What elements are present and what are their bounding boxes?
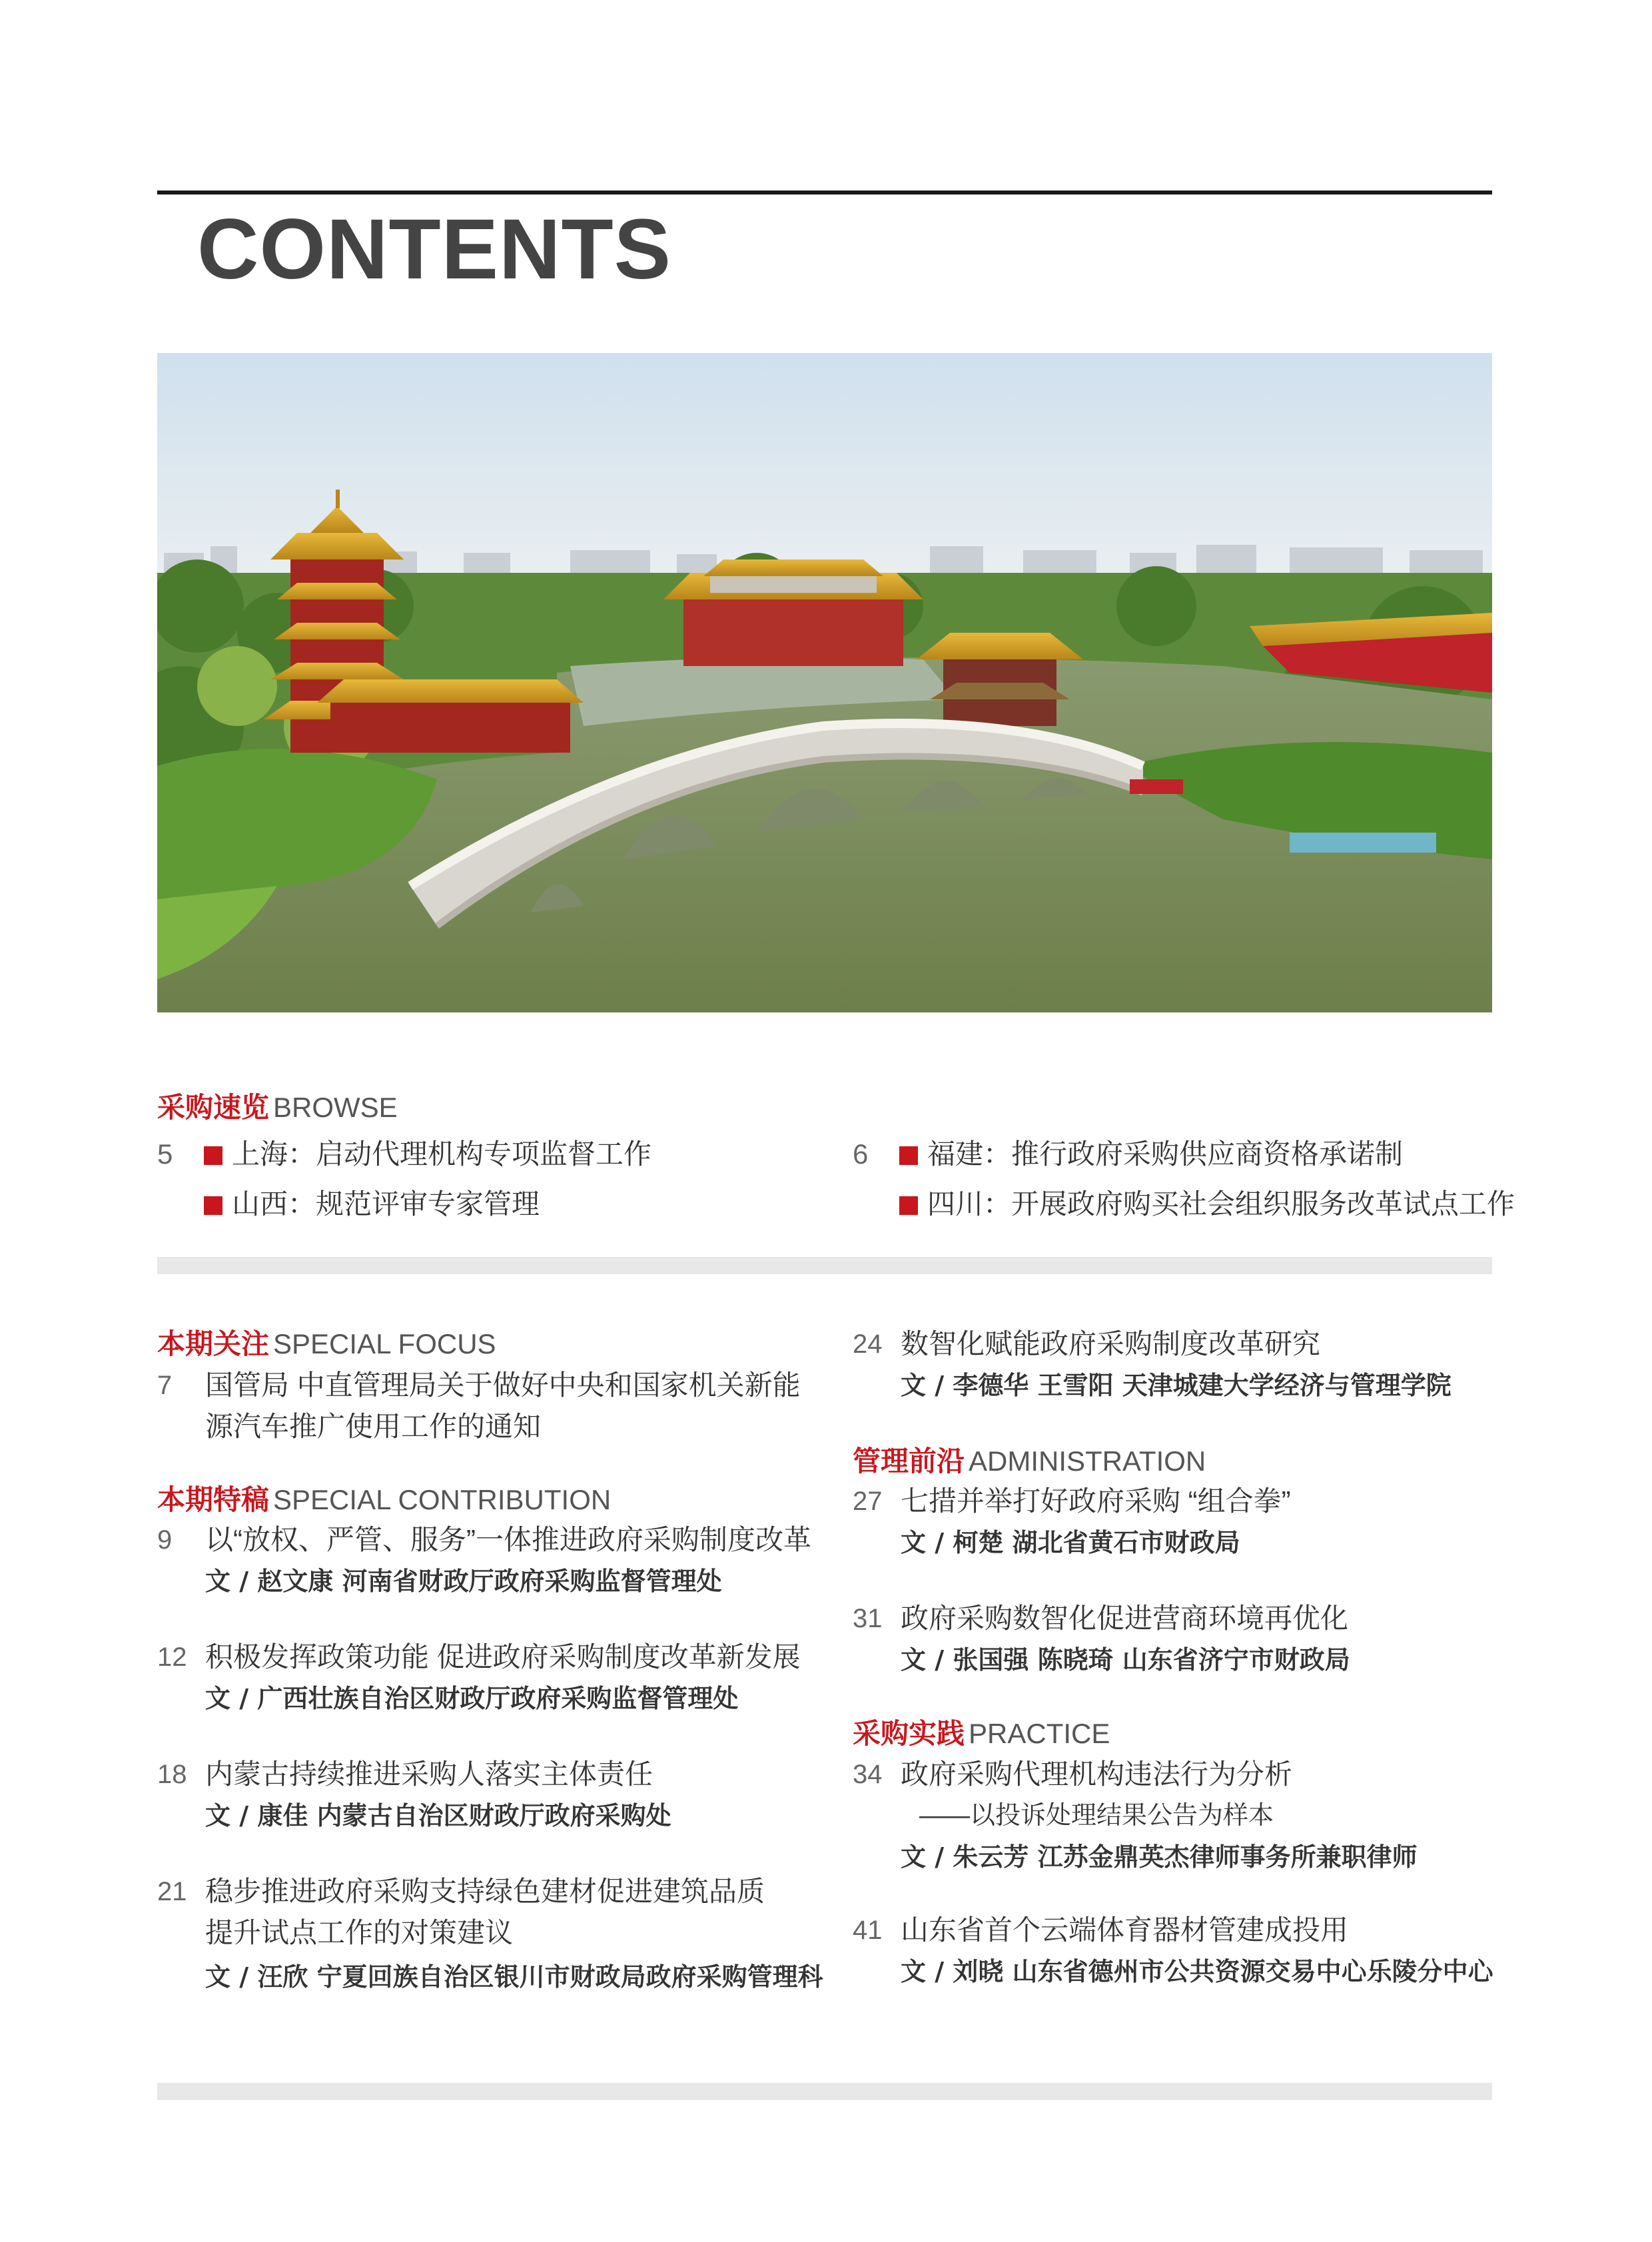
section-en: BROWSE [273, 1092, 398, 1123]
section-cn: 采购速览 [157, 1092, 270, 1123]
entry-title: 稳步推进政府采购支持绿色建材促进建筑品质 [205, 1876, 765, 1907]
section-en: SPECIAL FOCUS [273, 1328, 496, 1359]
bullet-square-icon [899, 1196, 918, 1215]
entry-title: 积极发挥政策功能 促进政府采购制度改革新发展 [205, 1641, 801, 1673]
page-title: CONTENTS [197, 202, 671, 297]
toc-entry[interactable] [853, 1600, 1492, 1686]
browse-item[interactable] [204, 1186, 540, 1223]
entry-author: 文 / 康佳 内蒙古自治区财政厅政府采购处 [205, 1800, 671, 1830]
section-head-special-contribution [157, 1481, 611, 1519]
page-number: 41 [853, 1916, 883, 1945]
top-rule [157, 190, 1492, 194]
entry-author: 文 / 刘晓 山东省德州市公共资源交易中心乐陵分中心 [901, 1956, 1493, 1986]
toc-entry[interactable] [157, 1521, 823, 1608]
toc-entry[interactable] [853, 1912, 1492, 1998]
entry-subtitle: ——以投诉处理结果公告为样本 [919, 1802, 1274, 1830]
entry-author: 文 / 广西壮族自治区财政厅政府采购监督管理处 [205, 1683, 739, 1713]
divider-bar [157, 1257, 1492, 1274]
entry-author: 文 / 柯楚 湖北省黄石市财政局 [901, 1527, 1240, 1557]
entry-title: 以“放权、严管、服务”一体推进政府采购制度改革 [205, 1524, 811, 1555]
entry-title-line2: 源汽车推广使用工作的通知 [205, 1411, 542, 1442]
entry-author: 文 / 朱云芳 江苏金鼎英杰律师事务所兼职律师 [901, 1842, 1418, 1872]
section-head-special-focus [157, 1325, 496, 1363]
entry-author: 文 / 赵文康 河南省财政厅政府采购监督管理处 [205, 1566, 722, 1596]
bullet-square-icon [899, 1146, 918, 1165]
toc-entry[interactable] [157, 1756, 823, 1842]
page-number: 18 [157, 1760, 187, 1789]
toc-entry[interactable] [853, 1756, 1492, 1889]
entry-author: 文 / 汪欣 宁夏回族自治区银川市财政局政府采购管理科 [205, 1962, 823, 1992]
page-number: 7 [157, 1371, 173, 1400]
entry-author: 文 / 张国强 陈晓琦 山东省济宁市财政局 [901, 1645, 1350, 1675]
section-head-administration [853, 1443, 1206, 1480]
entry-title: 数智化赋能政府采购制度改革研究 [901, 1328, 1321, 1359]
page-number: 9 [157, 1525, 173, 1555]
section-en: PRACTICE [969, 1718, 1110, 1749]
entry-author: 文 / 李德华 王雪阳 天津城建大学经济与管理学院 [901, 1370, 1451, 1400]
section-head-browse [157, 1089, 398, 1126]
toc-entry[interactable] [157, 1873, 823, 2006]
page-number: 21 [157, 1877, 187, 1906]
toc-entry[interactable] [157, 1639, 823, 1725]
page-number: 6 [853, 1138, 869, 1170]
section-head-practice [853, 1715, 1110, 1752]
section-en: ADMINISTRATION [969, 1445, 1206, 1477]
page-number: 34 [853, 1760, 883, 1789]
toc-entry[interactable] [157, 1367, 823, 1453]
entry-title: 七措并举打好政府采购 “组合拳” [901, 1485, 1291, 1517]
entry-title: 政府采购代理机构违法行为分析 [901, 1758, 1293, 1790]
page-number: 27 [853, 1487, 883, 1516]
entry-title: 内蒙古持续推进采购人落实主体责任 [205, 1758, 653, 1790]
browse-item[interactable] [853, 1136, 1403, 1173]
entry-title: 国管局 中直管理局关于做好中央和国家机关新能 [205, 1369, 801, 1401]
toc-entry[interactable] [853, 1325, 1492, 1412]
browse-item-label: 福建：推行政府采购供应商资格承诺制 [927, 1138, 1404, 1170]
browse-item-label: 四川：开展政府购买社会组织服务改革试点工作 [927, 1188, 1515, 1220]
section-cn: 采购实践 [853, 1718, 965, 1749]
browse-item-label: 山西：规范评审专家管理 [232, 1188, 540, 1220]
section-cn: 管理前沿 [853, 1445, 965, 1477]
divider-bar [157, 2083, 1492, 2100]
cover-photo [157, 353, 1492, 1012]
entry-title: 山东省首个云端体育器材管建成投用 [901, 1914, 1349, 1946]
page-number: 31 [853, 1604, 883, 1633]
page-number: 12 [157, 1643, 187, 1672]
bullet-square-icon [204, 1196, 222, 1215]
entry-title-line2: 提升试点工作的对策建议 [205, 1917, 514, 1948]
section-cn: 本期关注 [157, 1328, 270, 1359]
entry-title: 政府采购数智化促进营商环境再优化 [901, 1603, 1349, 1634]
browse-item-label: 上海：启动代理机构专项监督工作 [232, 1138, 652, 1170]
browse-item[interactable] [157, 1136, 651, 1173]
bullet-square-icon [204, 1146, 222, 1165]
page-number: 5 [157, 1138, 173, 1170]
page-number: 24 [853, 1329, 883, 1359]
section-cn: 本期特稿 [157, 1484, 270, 1515]
browse-item[interactable] [899, 1186, 1515, 1223]
toc-entry[interactable] [853, 1483, 1492, 1569]
section-en: SPECIAL CONTRIBUTION [273, 1484, 612, 1515]
